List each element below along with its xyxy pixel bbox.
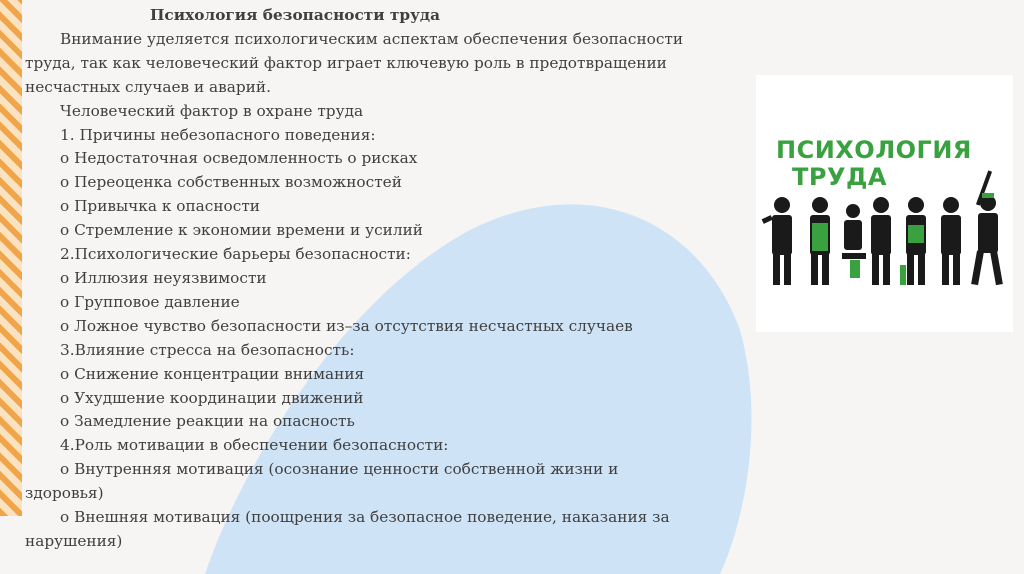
logo-line-2: ТРУДА	[792, 163, 887, 191]
workers-silhouettes-icon	[756, 75, 1013, 332]
list-item: o Недостаточная осведомленность о рисках	[60, 149, 418, 168]
list-item: здоровья)	[25, 484, 104, 503]
list-item: o Стремление к экономии времени и усилий	[60, 221, 423, 240]
list-item: o Групповое давление	[60, 292, 240, 311]
intro-line: труда, так как человеческий фактор играет ключевую роль в предотвращении	[25, 53, 667, 72]
list-item: o Переоценка собственных возможностей	[60, 173, 402, 192]
logo-line-1: ПСИХОЛОГИЯ	[776, 136, 972, 164]
list-item: o Иллюзия неуязвимости	[60, 268, 267, 287]
intro-line: несчастных случаев и аварий.	[25, 77, 271, 96]
list-item: 3.Влияние стресса на безопасность:	[60, 340, 355, 359]
psychology-of-labor-image	[756, 75, 1013, 332]
list-item: 2.Психологические барьеры безопасности:	[60, 245, 411, 264]
list-item: o Замедление реакции на опасность	[60, 412, 355, 431]
slide-title: Психология безопасности труда	[149, 6, 441, 24]
list-item: 4.Роль мотивации в обеспечении безопасности:	[60, 436, 449, 455]
list-item: o Внутренняя мотивация (осознание ценности собственной жизни и	[60, 460, 619, 479]
list-item: o Привычка к опасности	[60, 197, 260, 216]
list-item: нарушения)	[25, 531, 123, 550]
list-item: o Снижение концентрации внимания	[60, 364, 365, 383]
list-item: 1. Причины небезопасного поведения:	[60, 125, 376, 144]
intro-line: Внимание уделяется психологическим аспектам обеспечения безопасности	[60, 29, 684, 48]
list-item: o Ухудшение координации движений	[60, 388, 364, 407]
subheading: Человеческий фактор в охране труда	[60, 101, 364, 120]
list-item: o Ложное чувство безопасности из–за отсутствия несчастных случаев	[60, 316, 633, 335]
list-item: o Внешняя мотивация (поощрения за безопасное поведение, наказания за	[60, 508, 670, 527]
slide-content	[25, 4, 760, 554]
